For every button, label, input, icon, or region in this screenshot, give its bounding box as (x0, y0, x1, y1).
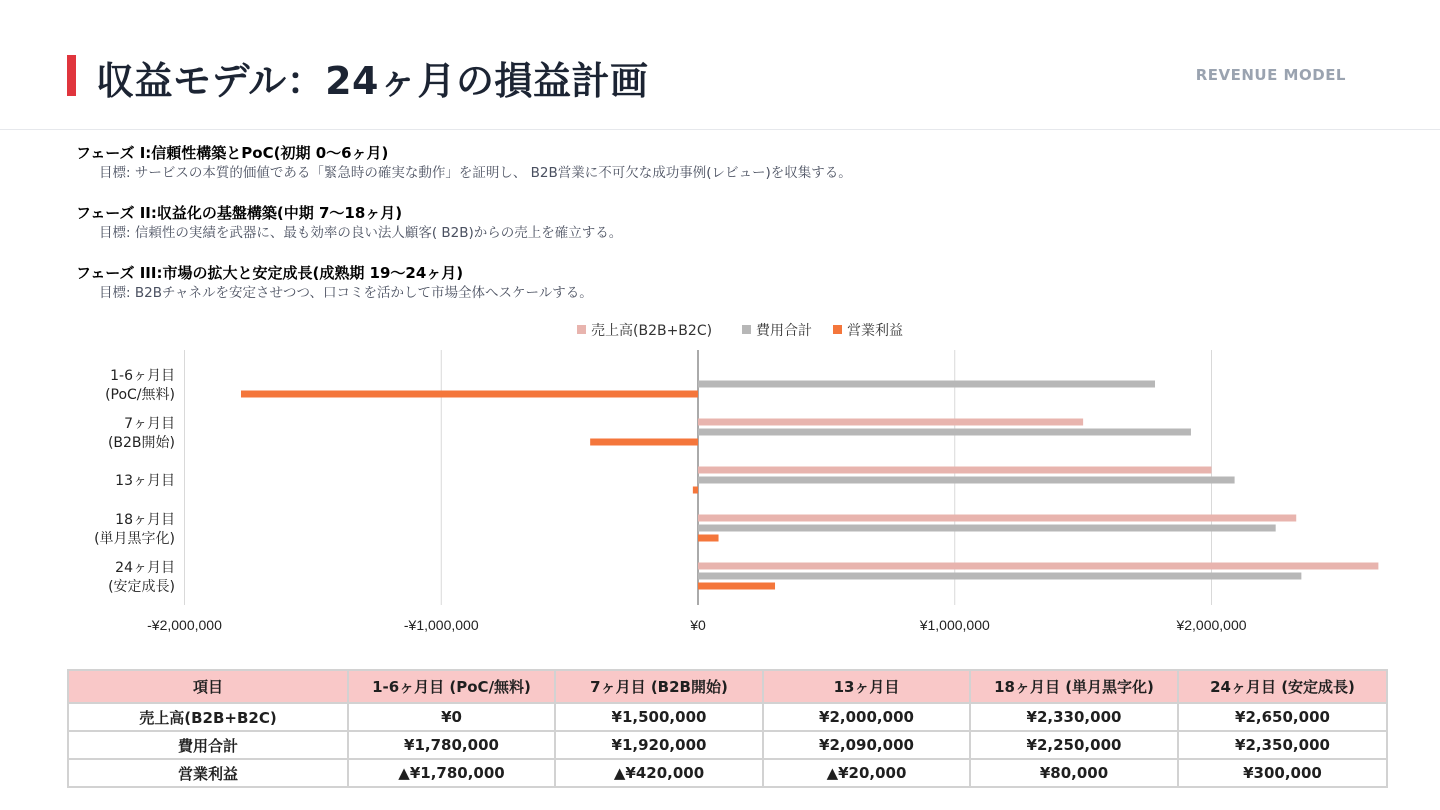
phase-list (76, 143, 1376, 323)
chart-canvas (0, 312, 1440, 652)
table-cell: ▲¥1,780,000 (348, 759, 555, 787)
table-row (68, 759, 1387, 787)
table-header-cell: 7ヶ月目 (B2B開始) (555, 670, 763, 703)
x-tick-label: ¥0 (690, 617, 706, 633)
table-header-cell: 18ヶ月目 (単月黒字化) (970, 670, 1178, 703)
bar-operating-profit (590, 439, 698, 446)
table-cell: ¥1,920,000 (555, 731, 763, 759)
bar-operating-profit (698, 583, 775, 590)
bar-cost (698, 525, 1276, 532)
legend-label: 営業利益 (847, 323, 903, 339)
section-tag: REVENUE MODEL (1195, 66, 1346, 84)
y-category-label: 18ヶ月目 (115, 512, 175, 528)
x-tick-label: ¥2,000,000 (1176, 617, 1247, 633)
table-cell: ▲¥420,000 (555, 759, 763, 787)
bar-revenue (698, 419, 1083, 426)
legend-label: 売上高(B2B+B2C) (591, 323, 713, 339)
phase-title: フェーズ III:市場の拡大と安定成長(成熟期 19〜24ヶ月) (76, 264, 464, 282)
y-category-label: 24ヶ月目 (115, 560, 175, 576)
table-cell: ¥2,350,000 (1178, 731, 1387, 759)
bar-revenue (698, 467, 1212, 474)
table-cell: 売上高(B2B+B2C) (68, 703, 348, 731)
table-cell: 営業利益 (68, 759, 348, 787)
table-cell: ¥1,500,000 (555, 703, 763, 731)
table-cell: ¥0 (348, 703, 555, 731)
slide-header (0, 0, 1440, 130)
table-cell: ▲¥20,000 (763, 759, 970, 787)
phase-1 (76, 143, 1376, 203)
phase-2 (76, 203, 1376, 263)
table-row (68, 703, 1387, 731)
x-tick-label: -¥1,000,000 (403, 617, 479, 633)
table-cell: ¥300,000 (1178, 759, 1387, 787)
bar-revenue (698, 515, 1296, 522)
y-category-label: (単月黒字化) (94, 531, 175, 547)
y-category-label: 1-6ヶ月目 (110, 368, 175, 384)
x-tick-label: ¥1,000,000 (919, 617, 990, 633)
table-header-cell: 1-6ヶ月目 (PoC/無料) (348, 670, 555, 703)
phase-goal: 目標: サービスの本質的価値である「緊急時の確実な動作」を証明し、 B2B営業に不可欠な成功事例(レビュー)を収集する。 (99, 165, 852, 181)
legend-label: 費用合計 (756, 323, 812, 339)
table-cell: ¥2,250,000 (970, 731, 1178, 759)
table-header-cell: 項目 (68, 670, 348, 703)
table-header-cell: 13ヶ月目 (763, 670, 970, 703)
phase-title: フェーズ I:信頼性構築とPoC(初期 0〜6ヶ月) (76, 144, 389, 162)
legend-swatch (577, 325, 586, 334)
table-cell: ¥2,000,000 (763, 703, 970, 731)
phase-goal: 目標: 信頼性の実績を武器に、最も効率の良い法人顧客( B2B)からの売上を確立する。 (99, 225, 623, 241)
page-title: 収益モデル：24ヶ月の損益計画 (96, 59, 649, 103)
y-category-label: (PoC/無料) (105, 387, 175, 403)
table-row (68, 731, 1387, 759)
bar-revenue (698, 563, 1378, 570)
phase-title: フェーズ II:収益化の基盤構築(中期 7〜18ヶ月) (76, 204, 403, 222)
x-tick-label: -¥2,000,000 (147, 617, 222, 633)
y-category-label: (安定成長) (108, 579, 175, 595)
bar-cost (698, 573, 1301, 580)
y-category-label: (B2B開始) (107, 435, 175, 451)
table-cell: ¥2,330,000 (970, 703, 1178, 731)
bar-cost (698, 429, 1191, 436)
table-cell: ¥80,000 (970, 759, 1178, 787)
y-category-label: 7ヶ月目 (124, 416, 175, 432)
phase-goal: 目標: B2Bチャネルを安定させつつ、口コミを活かして市場全体へスケールする。 (99, 285, 593, 301)
table-cell: ¥2,090,000 (763, 731, 970, 759)
y-category-label: 13ヶ月目 (115, 473, 175, 489)
table-cell: 費用合計 (68, 731, 348, 759)
profit-loss-table (67, 669, 1388, 788)
bar-operating-profit (693, 487, 698, 494)
bar-operating-profit (698, 535, 719, 542)
bar-cost (698, 381, 1155, 388)
bar-cost (698, 477, 1235, 484)
bar-operating-profit (241, 391, 698, 398)
title-accent-bar (67, 55, 76, 96)
table-header-cell: 24ヶ月目 (安定成長) (1178, 670, 1387, 703)
table-header-row (68, 670, 1387, 703)
profit-loss-chart (0, 312, 1440, 652)
table-cell: ¥1,780,000 (348, 731, 555, 759)
table-cell: ¥2,650,000 (1178, 703, 1387, 731)
legend-swatch (742, 325, 751, 334)
legend-swatch (833, 325, 842, 334)
